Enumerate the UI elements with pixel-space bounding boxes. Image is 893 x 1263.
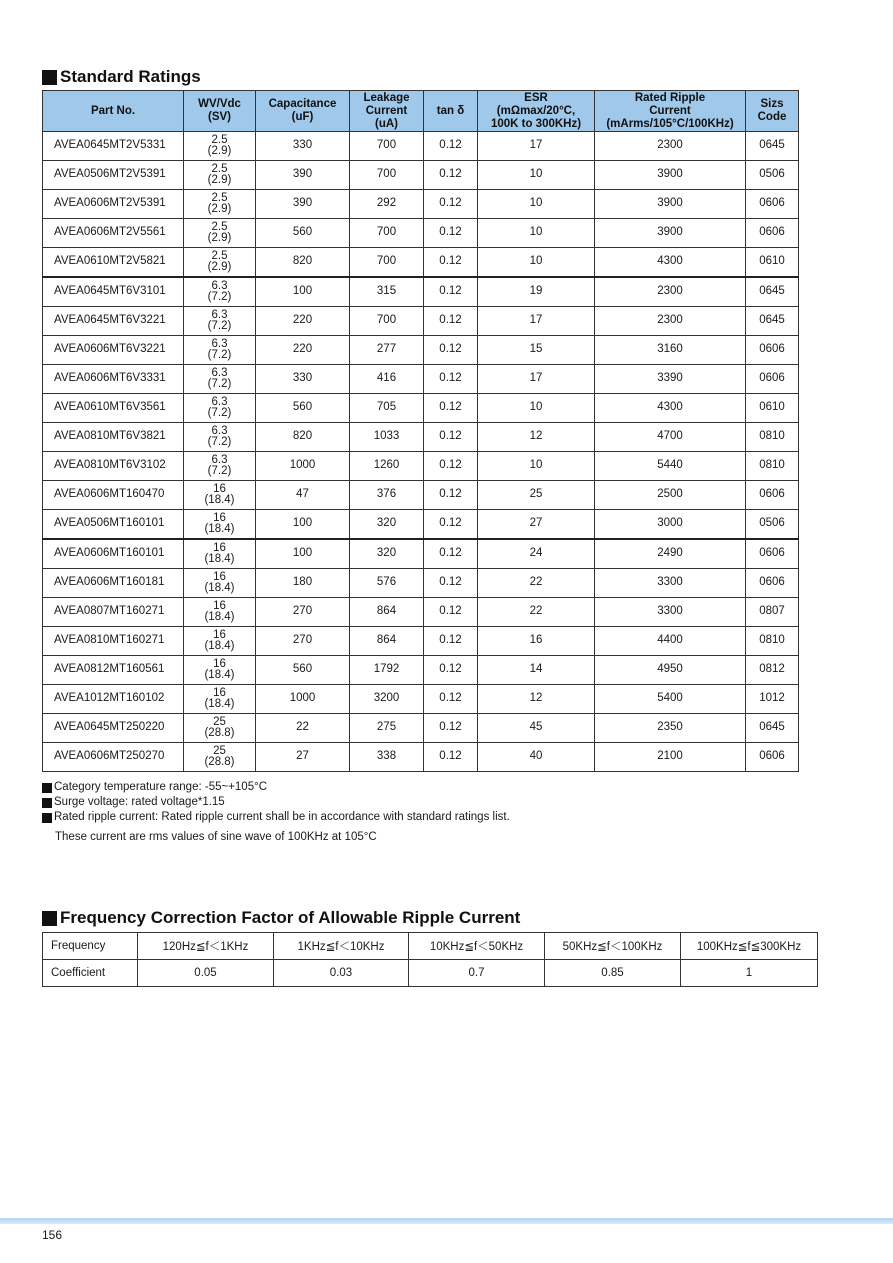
coefficient-cell: 1 (681, 960, 818, 987)
sv-value: (7.2) (207, 407, 232, 419)
cell-ripple: 3300 (595, 598, 746, 627)
cell-part: AVEA0606MT160181 (43, 569, 184, 598)
cell-size: 0506 (746, 510, 799, 540)
cell-part: AVEA0610MT2V5821 (43, 248, 184, 278)
cell-size: 0610 (746, 394, 799, 423)
note-text: Category temperature range: -55~+105°C (54, 781, 268, 793)
cell-cap: 180 (256, 569, 350, 598)
cell-tan: 0.12 (424, 539, 478, 569)
cell-cap: 820 (256, 248, 350, 278)
cell-tan: 0.12 (424, 598, 478, 627)
cell-size: 0645 (746, 714, 799, 743)
cell-esr: 22 (478, 598, 595, 627)
cell-cap: 330 (256, 365, 350, 394)
cell-cap: 390 (256, 161, 350, 190)
cell-ripple: 2300 (595, 132, 746, 161)
cell-size: 0606 (746, 365, 799, 394)
cell-size: 0810 (746, 423, 799, 452)
sv-value: (18.4) (204, 698, 235, 710)
note-item (42, 810, 510, 825)
wv-value: 16 (213, 541, 226, 554)
sv-value: (2.9) (207, 174, 232, 186)
cell-size: 0807 (746, 598, 799, 627)
cell-esr: 40 (478, 743, 595, 772)
cell-size: 0645 (746, 307, 799, 336)
frequency-range-cell: 120Hz≦f＜1KHz (138, 933, 274, 960)
cell-wv (184, 394, 256, 423)
cell-tan: 0.12 (424, 248, 478, 278)
cell-part: AVEA1012MT160102 (43, 685, 184, 714)
wv-value: 16 (213, 511, 226, 524)
sv-value: (28.8) (204, 756, 235, 768)
cell-tan: 0.12 (424, 336, 478, 365)
square-bullet-icon (42, 783, 52, 793)
cell-wv (184, 656, 256, 685)
sv-value: (7.2) (207, 349, 232, 361)
cell-leak: 576 (350, 569, 424, 598)
cell-size: 0606 (746, 336, 799, 365)
sv-value: (2.9) (207, 145, 232, 157)
sv-value: (18.4) (204, 582, 235, 594)
header-wv: WV/Vdc (SV) (184, 91, 256, 132)
cell-tan: 0.12 (424, 219, 478, 248)
table-row (43, 627, 799, 656)
cell-ripple: 2300 (595, 307, 746, 336)
cell-cap: 22 (256, 714, 350, 743)
wv-value: 16 (213, 570, 226, 583)
cell-size: 0606 (746, 743, 799, 772)
wv-value: 6.3 (211, 308, 228, 321)
cell-ripple: 2300 (595, 277, 746, 307)
sv-value: (18.4) (204, 669, 235, 681)
cell-size: 0810 (746, 452, 799, 481)
cell-leak: 3200 (350, 685, 424, 714)
cell-tan: 0.12 (424, 132, 478, 161)
cell-tan: 0.12 (424, 685, 478, 714)
sv-value: (7.2) (207, 320, 232, 332)
cell-size: 0606 (746, 190, 799, 219)
cell-part: AVEA0606MT6V3331 (43, 365, 184, 394)
cell-ripple: 2350 (595, 714, 746, 743)
coefficient-cell: 0.85 (545, 960, 681, 987)
cell-part: AVEA0610MT6V3561 (43, 394, 184, 423)
cell-size: 0610 (746, 248, 799, 278)
square-bullet-icon (42, 911, 57, 926)
cell-leak: 338 (350, 743, 424, 772)
wv-value: 2.5 (211, 162, 228, 175)
table-row (43, 656, 799, 685)
square-bullet-icon (42, 798, 52, 808)
sv-value: (7.2) (207, 465, 232, 477)
cell-ripple: 4700 (595, 423, 746, 452)
standard-ratings-table (42, 90, 799, 772)
cell-tan: 0.12 (424, 656, 478, 685)
table-row (43, 510, 799, 540)
frequency-correction-title-text: Frequency Correction Factor of Allowable Ripple Current (60, 908, 521, 927)
note-item (42, 780, 510, 795)
sv-value: (7.2) (207, 291, 232, 303)
cell-ripple: 4300 (595, 248, 746, 278)
cell-wv (184, 132, 256, 161)
cell-cap: 330 (256, 132, 350, 161)
cell-part: AVEA0606MT160101 (43, 539, 184, 569)
cell-ripple: 2500 (595, 481, 746, 510)
cell-leak: 700 (350, 132, 424, 161)
cell-wv (184, 190, 256, 219)
cell-leak: 292 (350, 190, 424, 219)
cell-cap: 100 (256, 539, 350, 569)
cell-ripple: 3900 (595, 161, 746, 190)
sv-value: (2.9) (207, 203, 232, 215)
cell-cap: 560 (256, 219, 350, 248)
sv-value: (7.2) (207, 436, 232, 448)
cell-wv (184, 627, 256, 656)
table-row (43, 365, 799, 394)
cell-part: AVEA0812MT160561 (43, 656, 184, 685)
standard-ratings-body (43, 132, 799, 772)
frequency-range-cell: 1KHz≦f＜10KHz (274, 933, 409, 960)
cell-part: AVEA0645MT6V3101 (43, 277, 184, 307)
cell-esr: 19 (478, 277, 595, 307)
table-header-row (43, 91, 799, 132)
cell-cap: 1000 (256, 685, 350, 714)
header-esr: ESR (mΩmax/20°C, 100K to 300KHz) (478, 91, 595, 132)
cell-wv (184, 569, 256, 598)
cell-leak: 1033 (350, 423, 424, 452)
cell-ripple: 4950 (595, 656, 746, 685)
cell-ripple: 3300 (595, 569, 746, 598)
cell-leak: 320 (350, 510, 424, 540)
cell-size: 0606 (746, 481, 799, 510)
cell-tan: 0.12 (424, 190, 478, 219)
table-row (43, 307, 799, 336)
cell-size: 0810 (746, 627, 799, 656)
note-text: Surge voltage: rated voltage*1.15 (54, 796, 225, 808)
cell-leak: 705 (350, 394, 424, 423)
sv-value: (2.9) (207, 261, 232, 273)
sv-value: (18.4) (204, 523, 235, 535)
cell-esr: 17 (478, 365, 595, 394)
cell-wv (184, 452, 256, 481)
cell-wv (184, 539, 256, 569)
cell-esr: 10 (478, 190, 595, 219)
table-row (43, 161, 799, 190)
frequency-range-cell: 100KHz≦f≦300KHz (681, 933, 818, 960)
header-part-no: Part No. (43, 91, 184, 132)
frequency-range-cell: 50KHz≦f＜100KHz (545, 933, 681, 960)
coefficient-cell: 0.03 (274, 960, 409, 987)
square-bullet-icon (42, 813, 52, 823)
cell-leak: 320 (350, 539, 424, 569)
cell-esr: 12 (478, 423, 595, 452)
cell-part: AVEA0810MT6V3821 (43, 423, 184, 452)
cell-size: 0645 (746, 132, 799, 161)
wv-value: 2.5 (211, 191, 228, 204)
cell-leak: 700 (350, 161, 424, 190)
frequency-range-cell: 10KHz≦f＜50KHz (409, 933, 545, 960)
cell-cap: 820 (256, 423, 350, 452)
cell-leak: 1792 (350, 656, 424, 685)
table-row (43, 685, 799, 714)
cell-size: 1012 (746, 685, 799, 714)
cell-ripple: 2100 (595, 743, 746, 772)
cell-cap: 390 (256, 190, 350, 219)
coefficient-cell: 0.05 (138, 960, 274, 987)
table-row (43, 219, 799, 248)
cell-wv (184, 510, 256, 540)
standard-ratings-title-text: Standard Ratings (60, 67, 201, 86)
cell-wv (184, 365, 256, 394)
cell-part: AVEA0645MT6V3221 (43, 307, 184, 336)
wv-value: 6.3 (211, 453, 228, 466)
cell-ripple: 2490 (595, 539, 746, 569)
wv-value: 16 (213, 686, 226, 699)
cell-tan: 0.12 (424, 365, 478, 394)
cell-esr: 24 (478, 539, 595, 569)
cell-ripple: 5400 (595, 685, 746, 714)
cell-part: AVEA0606MT160470 (43, 481, 184, 510)
cell-cap: 1000 (256, 452, 350, 481)
cell-wv (184, 685, 256, 714)
table-row (43, 277, 799, 307)
cell-leak: 277 (350, 336, 424, 365)
wv-value: 6.3 (211, 337, 228, 350)
cell-wv (184, 248, 256, 278)
ratings-notes (42, 780, 510, 825)
wv-value: 2.5 (211, 249, 228, 262)
coefficient-row (43, 960, 818, 987)
table-row (43, 743, 799, 772)
cell-cap: 100 (256, 277, 350, 307)
table-row (43, 452, 799, 481)
cell-esr: 10 (478, 248, 595, 278)
note-item (42, 795, 510, 810)
cell-cap: 27 (256, 743, 350, 772)
table-row (43, 569, 799, 598)
header-tan-delta: tan δ (424, 91, 478, 132)
coefficient-cell: 0.7 (409, 960, 545, 987)
cell-size: 0606 (746, 219, 799, 248)
cell-part: AVEA0506MT2V5391 (43, 161, 184, 190)
cell-size: 0606 (746, 539, 799, 569)
table-row (43, 336, 799, 365)
wv-value: 16 (213, 657, 226, 670)
table-row (43, 598, 799, 627)
cell-leak: 275 (350, 714, 424, 743)
standard-ratings-title (42, 67, 201, 87)
wv-value: 6.3 (211, 279, 228, 292)
cell-size: 0506 (746, 161, 799, 190)
page-number: 156 (42, 1228, 63, 1242)
table-row (43, 714, 799, 743)
note-text: Rated ripple current: Rated ripple current shall be in accordance with standard ratings list. (54, 811, 510, 823)
cell-leak: 700 (350, 219, 424, 248)
square-bullet-icon (42, 70, 57, 85)
table-row (43, 132, 799, 161)
cell-esr: 16 (478, 627, 595, 656)
wv-value: 2.5 (211, 220, 228, 233)
cell-leak: 376 (350, 481, 424, 510)
cell-cap: 560 (256, 656, 350, 685)
cell-ripple: 4400 (595, 627, 746, 656)
cell-part: AVEA0810MT6V3102 (43, 452, 184, 481)
cell-wv (184, 219, 256, 248)
table-row (43, 481, 799, 510)
header-leakage: Leakage Current (uA) (350, 91, 424, 132)
cell-tan: 0.12 (424, 423, 478, 452)
header-size-code: Sizs Code (746, 91, 799, 132)
cell-tan: 0.12 (424, 161, 478, 190)
cell-ripple: 3900 (595, 190, 746, 219)
cell-part: AVEA0606MT2V5391 (43, 190, 184, 219)
cell-size: 0645 (746, 277, 799, 307)
cell-size: 0606 (746, 569, 799, 598)
table-row (43, 394, 799, 423)
note-rms-text: These current are rms values of sine wave of 100KHz at 105°C (55, 831, 377, 843)
sv-value: (18.4) (204, 494, 235, 506)
cell-wv (184, 336, 256, 365)
wv-value: 6.3 (211, 366, 228, 379)
cell-part: AVEA0606MT250270 (43, 743, 184, 772)
wv-value: 25 (213, 744, 226, 757)
cell-tan: 0.12 (424, 394, 478, 423)
cell-tan: 0.12 (424, 307, 478, 336)
cell-part: AVEA0606MT2V5561 (43, 219, 184, 248)
footer-divider (0, 1218, 893, 1224)
cell-esr: 45 (478, 714, 595, 743)
cell-esr: 25 (478, 481, 595, 510)
cell-wv (184, 161, 256, 190)
cell-tan: 0.12 (424, 569, 478, 598)
cell-wv (184, 423, 256, 452)
cell-leak: 416 (350, 365, 424, 394)
cell-leak: 864 (350, 627, 424, 656)
cell-esr: 10 (478, 394, 595, 423)
cell-ripple: 3000 (595, 510, 746, 540)
sv-value: (18.4) (204, 611, 235, 623)
cell-cap: 560 (256, 394, 350, 423)
cell-tan: 0.12 (424, 510, 478, 540)
cell-ripple: 3390 (595, 365, 746, 394)
table-row (43, 190, 799, 219)
sv-value: (18.4) (204, 553, 235, 565)
cell-cap: 270 (256, 598, 350, 627)
wv-value: 25 (213, 715, 226, 728)
cell-tan: 0.12 (424, 714, 478, 743)
cell-esr: 27 (478, 510, 595, 540)
cell-esr: 15 (478, 336, 595, 365)
cell-ripple: 3900 (595, 219, 746, 248)
sv-value: (2.9) (207, 232, 232, 244)
cell-esr: 22 (478, 569, 595, 598)
cell-tan: 0.12 (424, 277, 478, 307)
sv-value: (7.2) (207, 378, 232, 390)
cell-esr: 17 (478, 132, 595, 161)
cell-leak: 315 (350, 277, 424, 307)
cell-part: AVEA0645MT2V5331 (43, 132, 184, 161)
table-row (43, 539, 799, 569)
cell-leak: 864 (350, 598, 424, 627)
cell-cap: 47 (256, 481, 350, 510)
cell-part: AVEA0810MT160271 (43, 627, 184, 656)
sv-value: (18.4) (204, 640, 235, 652)
wv-value: 16 (213, 628, 226, 641)
cell-part: AVEA0506MT160101 (43, 510, 184, 540)
cell-wv (184, 307, 256, 336)
frequency-correction-title (42, 908, 520, 928)
table-row (43, 423, 799, 452)
cell-tan: 0.12 (424, 627, 478, 656)
cell-ripple: 3160 (595, 336, 746, 365)
cell-esr: 10 (478, 161, 595, 190)
cell-esr: 12 (478, 685, 595, 714)
cell-ripple: 4300 (595, 394, 746, 423)
cell-wv (184, 598, 256, 627)
frequency-correction-table (42, 932, 818, 987)
wv-value: 6.3 (211, 424, 228, 437)
cell-cap: 270 (256, 627, 350, 656)
cell-wv (184, 743, 256, 772)
header-capacitance: Capacitance (uF) (256, 91, 350, 132)
frequency-row (43, 933, 818, 960)
wv-value: 2.5 (211, 133, 228, 146)
cell-esr: 10 (478, 219, 595, 248)
cell-esr: 17 (478, 307, 595, 336)
cell-wv (184, 481, 256, 510)
cell-part: AVEA0645MT250220 (43, 714, 184, 743)
cell-part: AVEA0606MT6V3221 (43, 336, 184, 365)
cell-leak: 700 (350, 307, 424, 336)
cell-cap: 220 (256, 336, 350, 365)
frequency-label: Frequency (43, 933, 138, 960)
cell-wv (184, 277, 256, 307)
wv-value: 16 (213, 482, 226, 495)
cell-tan: 0.12 (424, 452, 478, 481)
sv-value: (28.8) (204, 727, 235, 739)
cell-esr: 14 (478, 656, 595, 685)
cell-wv (184, 714, 256, 743)
cell-part: AVEA0807MT160271 (43, 598, 184, 627)
coefficient-label: Coefficient (43, 960, 138, 987)
cell-tan: 0.12 (424, 743, 478, 772)
header-ripple: Rated Ripple Current (mArms/105°C/100KHz) (595, 91, 746, 132)
cell-cap: 100 (256, 510, 350, 540)
cell-cap: 220 (256, 307, 350, 336)
wv-value: 16 (213, 599, 226, 612)
cell-ripple: 5440 (595, 452, 746, 481)
cell-tan: 0.12 (424, 481, 478, 510)
table-row (43, 248, 799, 278)
cell-size: 0812 (746, 656, 799, 685)
cell-leak: 700 (350, 248, 424, 278)
cell-leak: 1260 (350, 452, 424, 481)
cell-esr: 10 (478, 452, 595, 481)
wv-value: 6.3 (211, 395, 228, 408)
